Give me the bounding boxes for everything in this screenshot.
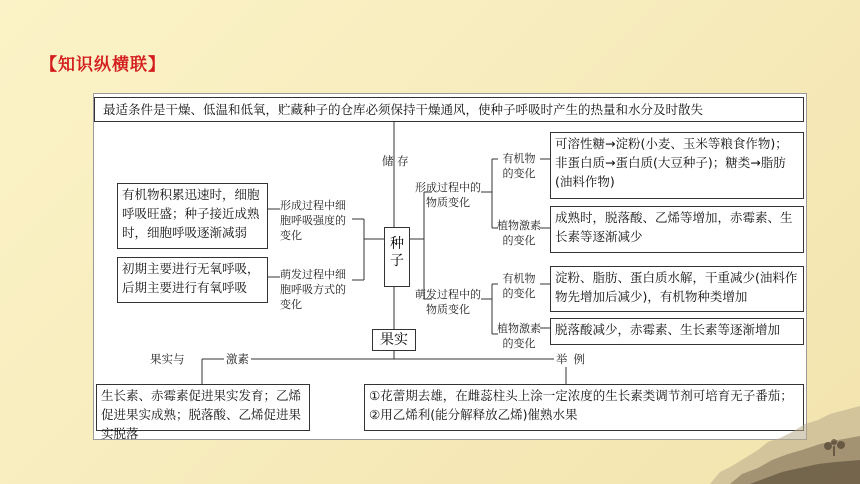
fruit-example-box: ①花蕾期去雄，在雌蕊柱头上涂一定浓度的生长素类调节剂可培育无子番茄；②用乙烯利(能分解释放乙烯)催熟水果 (364, 384, 804, 431)
formation-respiration-box: 有机物积累迅速时，细胞呼吸旺盛；种子接近成熟时，细胞呼吸逐渐减弱 (117, 183, 268, 249)
hormone-word-label: 激素 (226, 352, 249, 366)
germination-hormone-box: 脱落酸减少，赤霉素、生长素等逐渐增加 (550, 318, 804, 345)
section-heading: 【知识纵横联】 (40, 55, 166, 75)
concept-map (93, 93, 807, 440)
formation-respiration-label: 形成过程中细胞呼吸强度的变化 (280, 199, 346, 242)
hormone-change-label-2: 植物激素的变化 (497, 322, 541, 350)
germination-respiration-box: 初期主要进行无氧呼吸，后期主要进行有氧呼吸 (117, 257, 268, 303)
storage-condition-banner: 最适条件是干燥、低温和低氧，贮藏种子的仓库必须保持干燥通风，使种子呼吸时产生的热量和水分及时散失 (94, 97, 804, 122)
example-word-label: 举例 (556, 352, 591, 366)
organic-change-label-2: 有机物的变化 (502, 272, 536, 300)
formation-organic-box: 可溶性糖→淀粉(小麦、玉米等粮食作物)；非蛋白质→蛋白质(大豆种子)；糖类→脂肪(油料作物) (550, 132, 804, 199)
organic-change-label-1: 有机物的变化 (502, 152, 536, 180)
seed-node: 种子 (384, 227, 410, 287)
fruit-node: 果实 (372, 329, 416, 351)
germination-organic-box: 淀粉、脂肪、蛋白质水解，干重减少(油料作物先增加后减少)，有机物种类增加 (550, 266, 804, 312)
germination-respiration-label: 萌发过程中细胞呼吸方式的变化 (280, 268, 346, 311)
fruit-hormone-box: 生长素、赤霉素促进果实发育；乙烯促进果实成熟；脱落酸、乙烯促进果实脱落 (96, 384, 310, 431)
fruit-relation-label: 果实与 (150, 352, 185, 366)
formation-substance-label: 形成过程中的物质变化 (415, 181, 481, 209)
hormone-change-label-1: 植物激素的变化 (497, 219, 541, 247)
formation-hormone-box: 成熟时，脱落酸、乙烯等增加，赤霉素、生长素等逐渐减少 (550, 206, 804, 253)
landscape-decoration (710, 354, 860, 484)
germination-substance-label: 萌发过程中的物质变化 (415, 288, 481, 316)
storage-label: 储 存 (382, 154, 409, 168)
